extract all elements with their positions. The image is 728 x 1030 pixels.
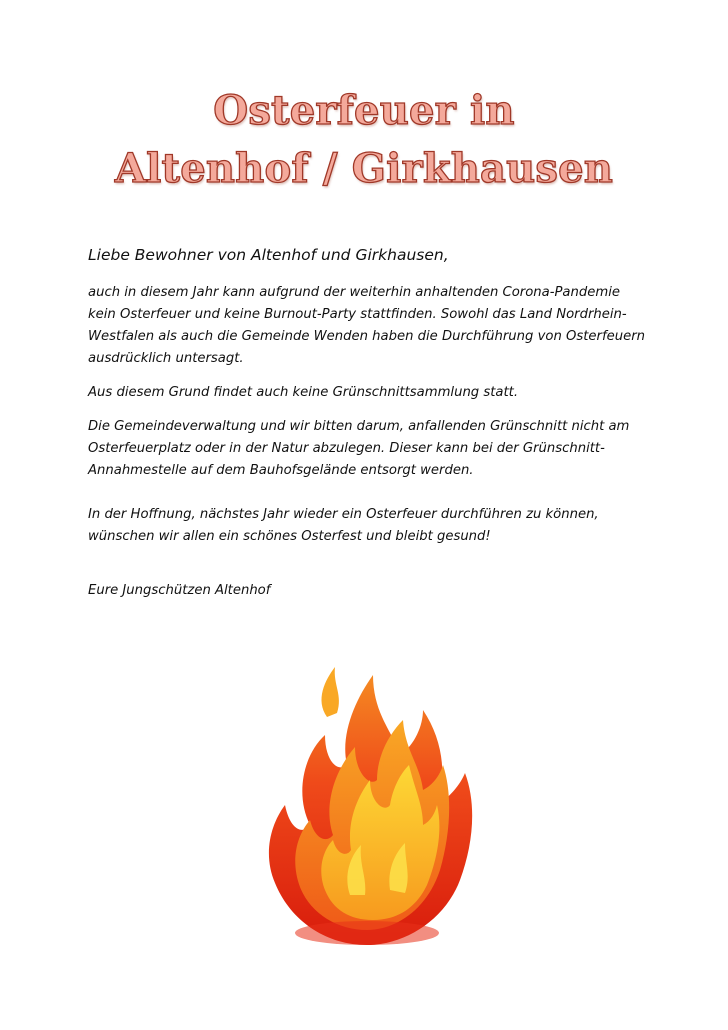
signature: Eure Jungschützen Altenhof	[88, 583, 271, 598]
letter-body	[88, 244, 648, 602]
paragraph-disposal: Die Gemeindeverwaltung und wir bitten darum, anfallenden Grünschnitt nicht am Osterfeuerplatz oder in der Natur abzulegen. Dieser kann bei der Grünschnitt-Annahmestelle auf dem Bauhofsgelände entsorgt werden.	[88, 419, 630, 478]
flame-icon	[255, 655, 480, 955]
greeting: Liebe Bewohner von Altenhof und Girkhausen,	[88, 246, 449, 264]
page-title	[0, 82, 728, 198]
paragraph-no-collection: Aus diesem Grund findet auch keine Grünschnittsammlung statt.	[88, 385, 519, 400]
title-line-1: Osterfeuer in	[213, 87, 515, 134]
paragraph-announcement: auch in diesem Jahr kann aufgrund der weiterhin anhaltenden Corona-Pandemie kein Osterfeuer und keine Burnout-Party stattfinden. Sowohl das Land Nordrhein-Westfalen als auch die Gemeinde Wenden haben die Durchführung von Osterfeuern ausdrücklich untersagt.	[88, 285, 645, 366]
title-line-2: Altenhof / Girkhausen	[114, 145, 614, 192]
paragraph-wishes: In der Hoffnung, nächstes Jahr wieder ein Osterfeuer durchführen zu können, wünschen wir allen ein schönes Osterfest und bleibt gesund!	[88, 507, 599, 544]
